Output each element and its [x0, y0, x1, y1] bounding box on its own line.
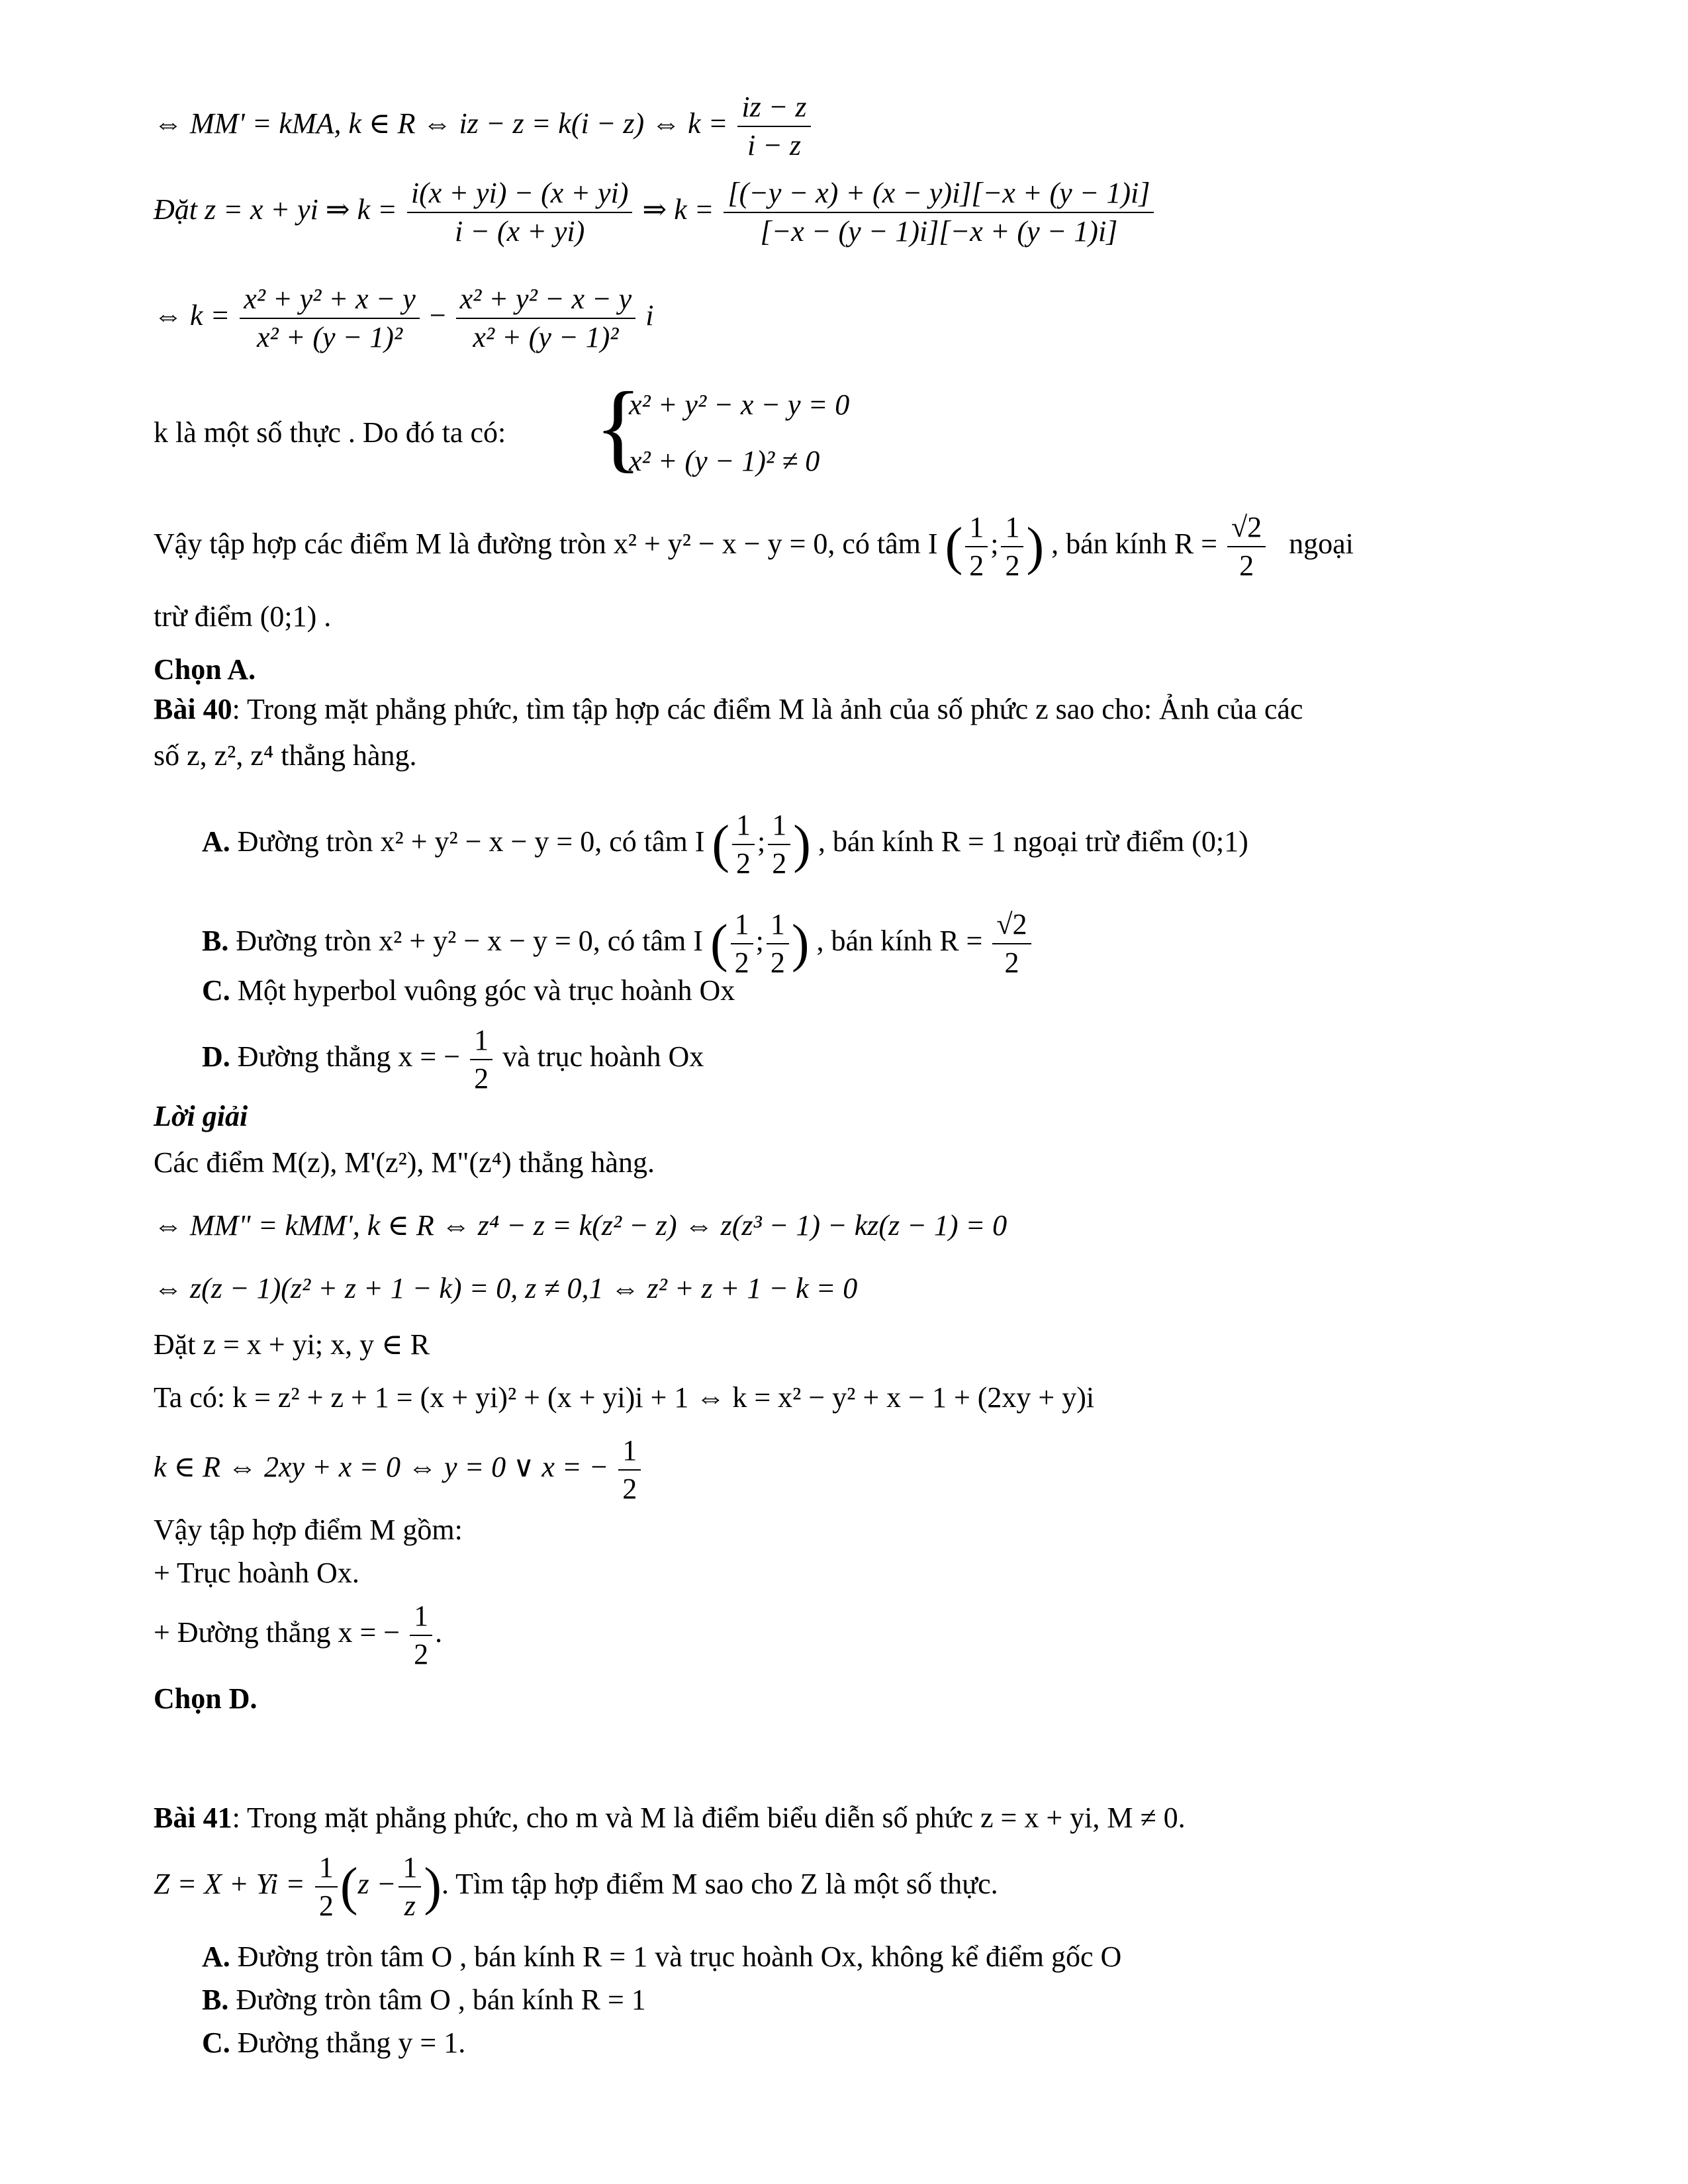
problem-41-option-c: C. Đường thẳng y = 1. [202, 2026, 466, 2059]
solution-line-3: ⇔ z(z − 1)(z² + z + 1 − k) = 0, z ≠ 0,1 ⇔ z² + z + 1 − k = 0 [154, 1272, 858, 1304]
option-c: C. Một hyperbol vuông góc và trục hoành Ox [202, 974, 735, 1007]
option-d: D. Đường thẳng x = − $\frac{1}{2}$ và trục hoành Ox [202, 1024, 704, 1095]
equation-line-3: ⇔ k = $\frac{\text{x² + y² + x − y}}{\text{x² + (y − 1)²}}$ − $\frac{\text{x² + y² − x − y}}{\text{x² + (y − 1)²}}$ i [154, 283, 654, 353]
option-a: A. Đường tròn x² + y² − x − y = 0, có tâm I ( $\frac{1}{2}$ ; $\frac{1}{2}$ ) , bán kính R = 1 ngoại trừ điểm (0;1) [202, 809, 1248, 880]
equation-line-2: Đặt z = x + yi ⇒ k = $\frac{i(x + yi) - (x + yi)}{i - (x + yi)}$ ⇒ k = $\frac{[(-y - x) + (x - y)i][-x + (y - 1)i]}{[-x - (y - 1)i][-x + (y - 1)i]}$ [154, 179, 1156, 246]
solution-line-9: + Đường thẳng x = − $\frac{1}{2}$ . [154, 1600, 443, 1670]
conclusion-line-2: trừ điểm (0;1) . [154, 600, 332, 633]
solution-line-5: Ta có: k = z² + z + 1 = (x + yi)² + (x + yi)i + 1 ⇔ k = x² − y² + x − 1 + (2xy + y)i [154, 1381, 1095, 1414]
equation-line-1: ⇔ MM' = kMA, k ∈ R ⇔ iz − z = k(i − z) ⇔ k = $\frac{iz - z}{i - z}$ [154, 93, 814, 160]
system-eq-1: x² + y² − x − y = 0 [629, 388, 850, 421]
solution-heading: Lời giải [154, 1100, 248, 1132]
answer-d: Chọn D. [154, 1682, 258, 1715]
solution-line-8: + Trục hoành Ox. [154, 1557, 359, 1589]
system-intro: k là một số thực . Do đó ta có: [154, 416, 506, 449]
solution-line-1: Các điểm M(z), M'(z²), M"(z⁴) thẳng hàng. [154, 1146, 655, 1179]
problem-40-line-2: số z, z², z⁴ thẳng hàng. [154, 739, 417, 772]
solution-line-6: k ∈ R ⇔ 2xy + x = 0 ⇔ y = 0 ∨ x = − $\frac{1}{2}$ [154, 1436, 643, 1504]
problem-41: Bài 41: Trong mặt phẳng phức, cho m và M là điểm biểu diễn số phức z = x + yi, M ≠ 0. [154, 1801, 1186, 1834]
problem-41-option-a: A. Đường tròn tâm O , bán kính R = 1 và trục hoành Ox, không kể điểm gốc O [202, 1940, 1122, 1973]
system-eq-2: x² + (y − 1)² ≠ 0 [629, 445, 820, 477]
solution-line-7: Vậy tập hợp điểm M gồm: [154, 1514, 463, 1546]
problem-41-line-2: Z = X + Yi = $\frac{1}{2}$ (z − $\frac{1}{z}$ ). Tìm tập hợp điểm M sao cho Z là một số thực. [154, 1851, 998, 1922]
problem-40: Bài 40: Trong mặt phẳng phức, tìm tập hợp các điểm M là ảnh của số phức z sao cho: Ảnh của các [154, 693, 1303, 725]
conclusion-line: Vậy tập hợp các điểm M là đường tròn x² + y² − x − y = 0, có tâm I ( $\frac{1}{2}$ ; $\frac{1}{2}$ ) , bán kính R = $\frac{√2}{2}$ ngoại [154, 511, 1354, 582]
fraction: $\frac{iz - z}{i - z}$ [737, 93, 810, 160]
solution-line-4: Đặt z = x + yi; x, y ∈ R [154, 1328, 430, 1361]
problem-41-option-b: B. Đường tròn tâm O , bán kính R = 1 [202, 1983, 646, 2016]
answer-a: Chọn A. [154, 653, 256, 686]
option-b: B. Đường tròn x² + y² − x − y = 0, có tâm I ( $\frac{1}{2}$ ; $\frac{1}{2}$ ) , bán kính R = $\frac{√2}{2}$ [202, 910, 1034, 978]
solution-line-2: ⇔ MM" = kMM', k ∈ R ⇔ z⁴ − z = k(z² − z) ⇔ z(z³ − 1) − kz(z − 1) = 0 [154, 1209, 1008, 1242]
brace: { [594, 372, 642, 482]
